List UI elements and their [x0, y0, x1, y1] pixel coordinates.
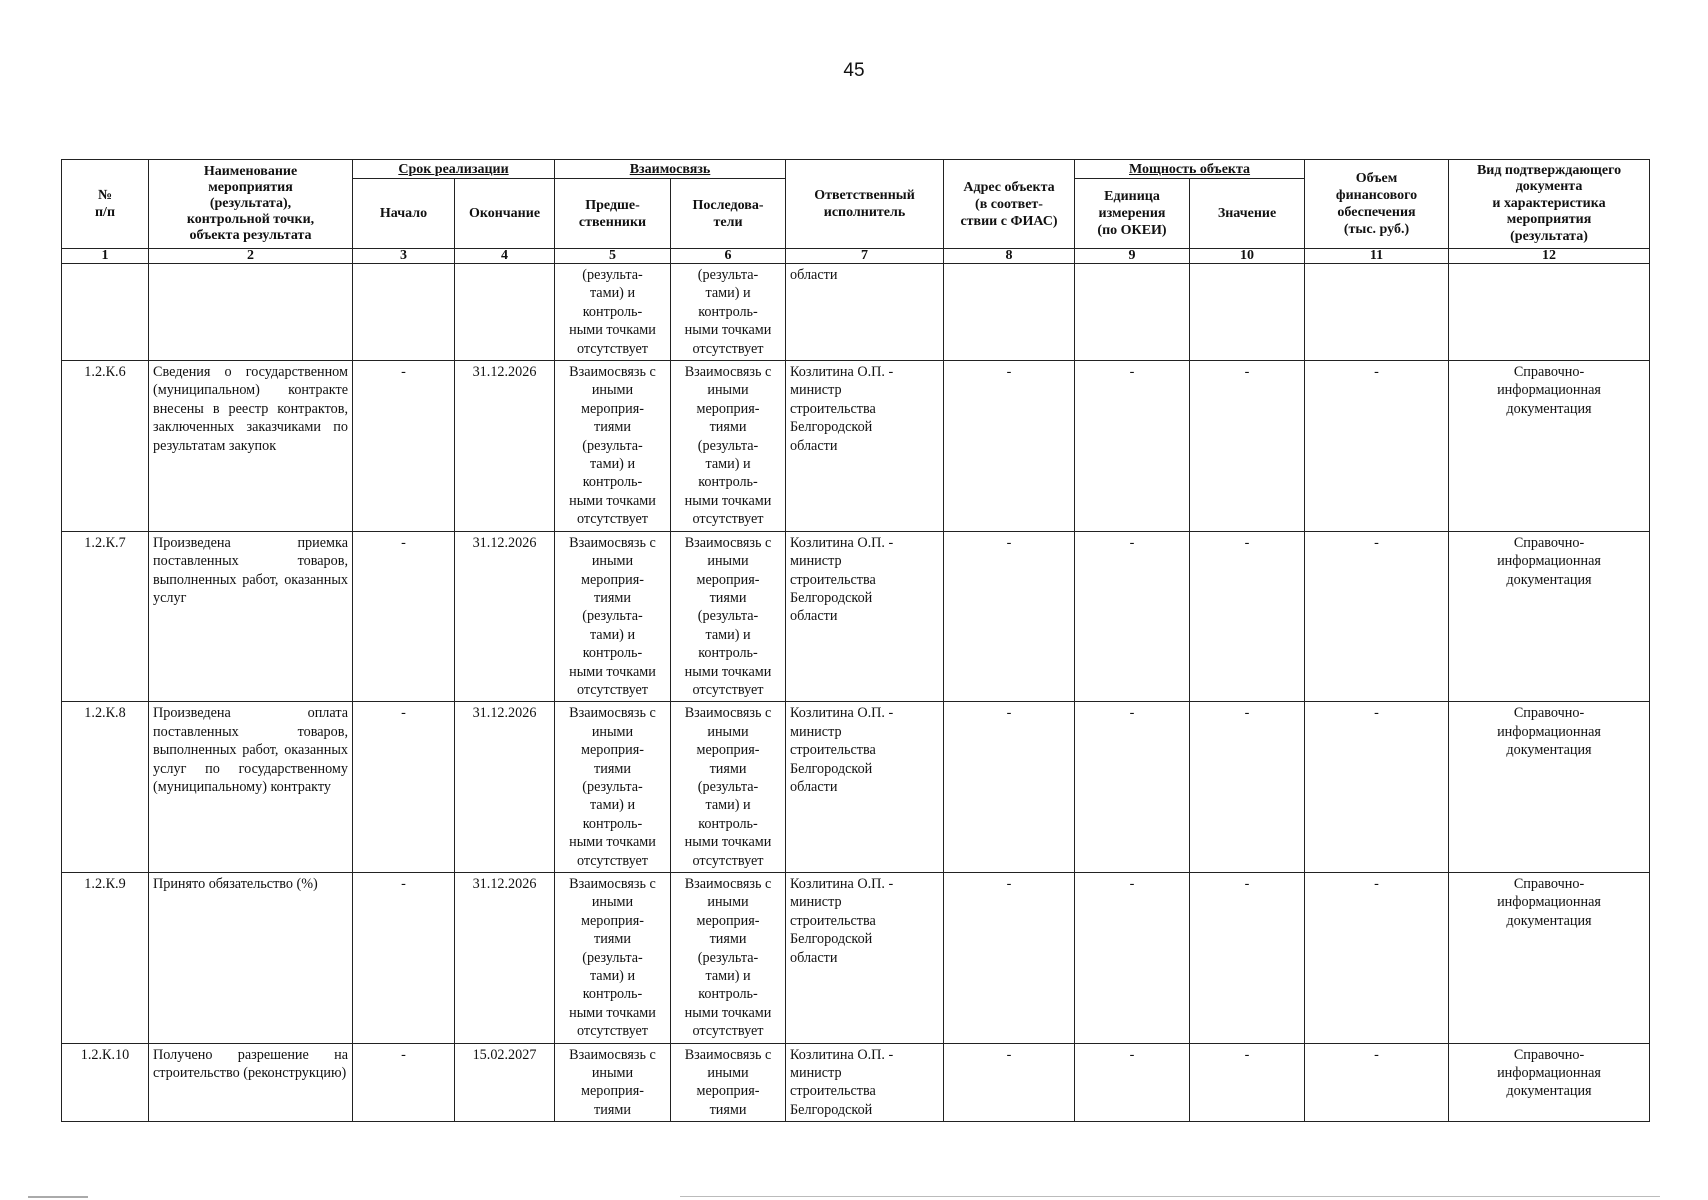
cell-name: Произведена приемка поставленных товаров, выполненных работ, оказанных услуг: [149, 531, 353, 702]
scan-artifact-line: [28, 1196, 88, 1198]
cell-responsible: Козлитина О.П. - министр строительства Белгородской области: [786, 361, 944, 532]
cell-address: -: [944, 1043, 1075, 1122]
col-number: 6: [671, 249, 786, 264]
cell-end: 31.12.2026: [455, 873, 555, 1044]
cell-finance: -: [1305, 361, 1449, 532]
table-row: [62, 1043, 1650, 1122]
col-number: 3: [353, 249, 455, 264]
cell-name: Произведена оплата поставленных товаров, выполненных работ, оказанных услуг по государственному (муниципальному) контракту: [149, 702, 353, 873]
header-link: Взаимосвязь: [555, 160, 786, 179]
cell-doc: Справочно- информационная документация: [1449, 531, 1650, 702]
cell-succ: Взаимосвязь с иными мероприя- тиями: [671, 1043, 786, 1122]
table-row: [62, 702, 1650, 873]
cell-pred: Взаимосвязь с иными мероприя- тиями (результа- тами) и контроль- ными точками отсутствует: [555, 702, 671, 873]
col-number: 11: [1305, 249, 1449, 264]
cell-start: -: [353, 1043, 455, 1122]
cell-unit: -: [1075, 1043, 1190, 1122]
header-no: № п/п: [62, 160, 149, 249]
cell-finance: -: [1305, 702, 1449, 873]
page-number: 45: [843, 60, 865, 81]
header-capacity: Мощность объекта: [1075, 160, 1305, 179]
cell-unit: -: [1075, 873, 1190, 1044]
col-number: 4: [455, 249, 555, 264]
table-row: [62, 361, 1650, 532]
cell-end: [455, 264, 555, 361]
cell-unit: [1075, 264, 1190, 361]
cell-pred: Взаимосвязь с иными мероприя- тиями (результа- тами) и контроль- ными точками отсутствует: [555, 361, 671, 532]
cell-responsible: Козлитина О.П. - министр строительства Белгородской: [786, 1043, 944, 1122]
cell-finance: -: [1305, 531, 1449, 702]
cell-address: [944, 264, 1075, 361]
header-pred: Предше- ственники: [555, 179, 671, 249]
cell-unit: -: [1075, 361, 1190, 532]
cell-doc: Справочно- информационная документация: [1449, 702, 1650, 873]
cell-address: -: [944, 361, 1075, 532]
col-number: 8: [944, 249, 1075, 264]
cell-value: [1190, 264, 1305, 361]
cell-unit: -: [1075, 702, 1190, 873]
cell-pred: (результа- тами) и контроль- ными точками отсутствует: [555, 264, 671, 361]
events-table: [61, 159, 1650, 1122]
cell-name: Принято обязательство (%): [149, 873, 353, 1044]
cell-address: -: [944, 702, 1075, 873]
cell-responsible: Козлитина О.П. - министр строительства Белгородской области: [786, 702, 944, 873]
cell-no: 1.2.К.10: [62, 1043, 149, 1122]
col-number: 1: [62, 249, 149, 264]
cell-end: 31.12.2026: [455, 702, 555, 873]
cell-no: 1.2.К.9: [62, 873, 149, 1044]
cell-finance: [1305, 264, 1449, 361]
cell-value: -: [1190, 361, 1305, 532]
table-row: [62, 531, 1650, 702]
cell-value: -: [1190, 702, 1305, 873]
cell-responsible: Козлитина О.П. - министр строительства Белгородской области: [786, 873, 944, 1044]
cell-address: -: [944, 531, 1075, 702]
cell-succ: (результа- тами) и контроль- ными точками отсутствует: [671, 264, 786, 361]
cell-start: -: [353, 531, 455, 702]
cell-unit: -: [1075, 531, 1190, 702]
cell-end: 15.02.2027: [455, 1043, 555, 1122]
cell-pred: Взаимосвязь с иными мероприя- тиями: [555, 1043, 671, 1122]
col-number: 12: [1449, 249, 1650, 264]
cell-value: -: [1190, 873, 1305, 1044]
header-finance: Объем финансового обеспечения (тыс. руб.): [1305, 160, 1449, 249]
col-number: 9: [1075, 249, 1190, 264]
cell-name: Получено разрешение на строительство (реконструкцию): [149, 1043, 353, 1122]
cell-no: 1.2.К.7: [62, 531, 149, 702]
cell-responsible: Козлитина О.П. - министр строительства Белгородской области: [786, 531, 944, 702]
header-address: Адрес объекта (в соответ- ствии с ФИАС): [944, 160, 1075, 249]
col-number: 5: [555, 249, 671, 264]
cell-address: -: [944, 873, 1075, 1044]
cell-pred: Взаимосвязь с иными мероприя- тиями (результа- тами) и контроль- ными точками отсутствует: [555, 873, 671, 1044]
col-number: 2: [149, 249, 353, 264]
header-period: Срок реализации: [353, 160, 555, 179]
cell-doc: [1449, 264, 1650, 361]
cell-doc: Справочно- информационная документация: [1449, 873, 1650, 1044]
header-value: Значение: [1190, 179, 1305, 249]
cell-doc: Справочно- информационная документация: [1449, 1043, 1650, 1122]
cell-value: -: [1190, 1043, 1305, 1122]
cell-start: -: [353, 702, 455, 873]
cell-pred: Взаимосвязь с иными мероприя- тиями (результа- тами) и контроль- ными точками отсутствует: [555, 531, 671, 702]
table-row-continuation: [62, 264, 1650, 361]
header-unit: Единица измерения (по ОКЕИ): [1075, 179, 1190, 249]
cell-name: Сведения о государственном (муниципальном) контракте внесены в реестр контрактов, заключенных заказчиками по результатам закупок: [149, 361, 353, 532]
cell-no: 1.2.К.8: [62, 702, 149, 873]
cell-succ: Взаимосвязь с иными мероприя- тиями (результа- тами) и контроль- ными точками отсутствует: [671, 361, 786, 532]
header-start: Начало: [353, 179, 455, 249]
header-name: Наименование мероприятия (результата), контрольной точки, объекта результата: [149, 160, 353, 249]
cell-doc: Справочно- информационная документация: [1449, 361, 1650, 532]
header-end: Окончание: [455, 179, 555, 249]
cell-start: -: [353, 361, 455, 532]
cell-start: [353, 264, 455, 361]
header-doc: Вид подтверждающего документа и характеристика мероприятия (результата): [1449, 160, 1650, 249]
cell-finance: -: [1305, 873, 1449, 1044]
scan-artifact-line: [680, 1196, 1660, 1197]
table-body: [62, 264, 1650, 1122]
cell-value: -: [1190, 531, 1305, 702]
header-responsible: Ответственный исполнитель: [786, 160, 944, 249]
cell-responsible: области: [786, 264, 944, 361]
cell-finance: -: [1305, 1043, 1449, 1122]
col-number: 7: [786, 249, 944, 264]
cell-start: -: [353, 873, 455, 1044]
col-number: 10: [1190, 249, 1305, 264]
table-header: [62, 160, 1650, 264]
cell-end: 31.12.2026: [455, 361, 555, 532]
cell-succ: Взаимосвязь с иными мероприя- тиями (результа- тами) и контроль- ными точками отсутствует: [671, 531, 786, 702]
cell-no: 1.2.К.6: [62, 361, 149, 532]
cell-end: 31.12.2026: [455, 531, 555, 702]
cell-succ: Взаимосвязь с иными мероприя- тиями (результа- тами) и контроль- ными точками отсутствует: [671, 702, 786, 873]
table-row: [62, 873, 1650, 1044]
cell-no: [62, 264, 149, 361]
cell-succ: Взаимосвязь с иными мероприя- тиями (результа- тами) и контроль- ными точками отсутствует: [671, 873, 786, 1044]
cell-name: [149, 264, 353, 361]
header-succ: Последова- тели: [671, 179, 786, 249]
